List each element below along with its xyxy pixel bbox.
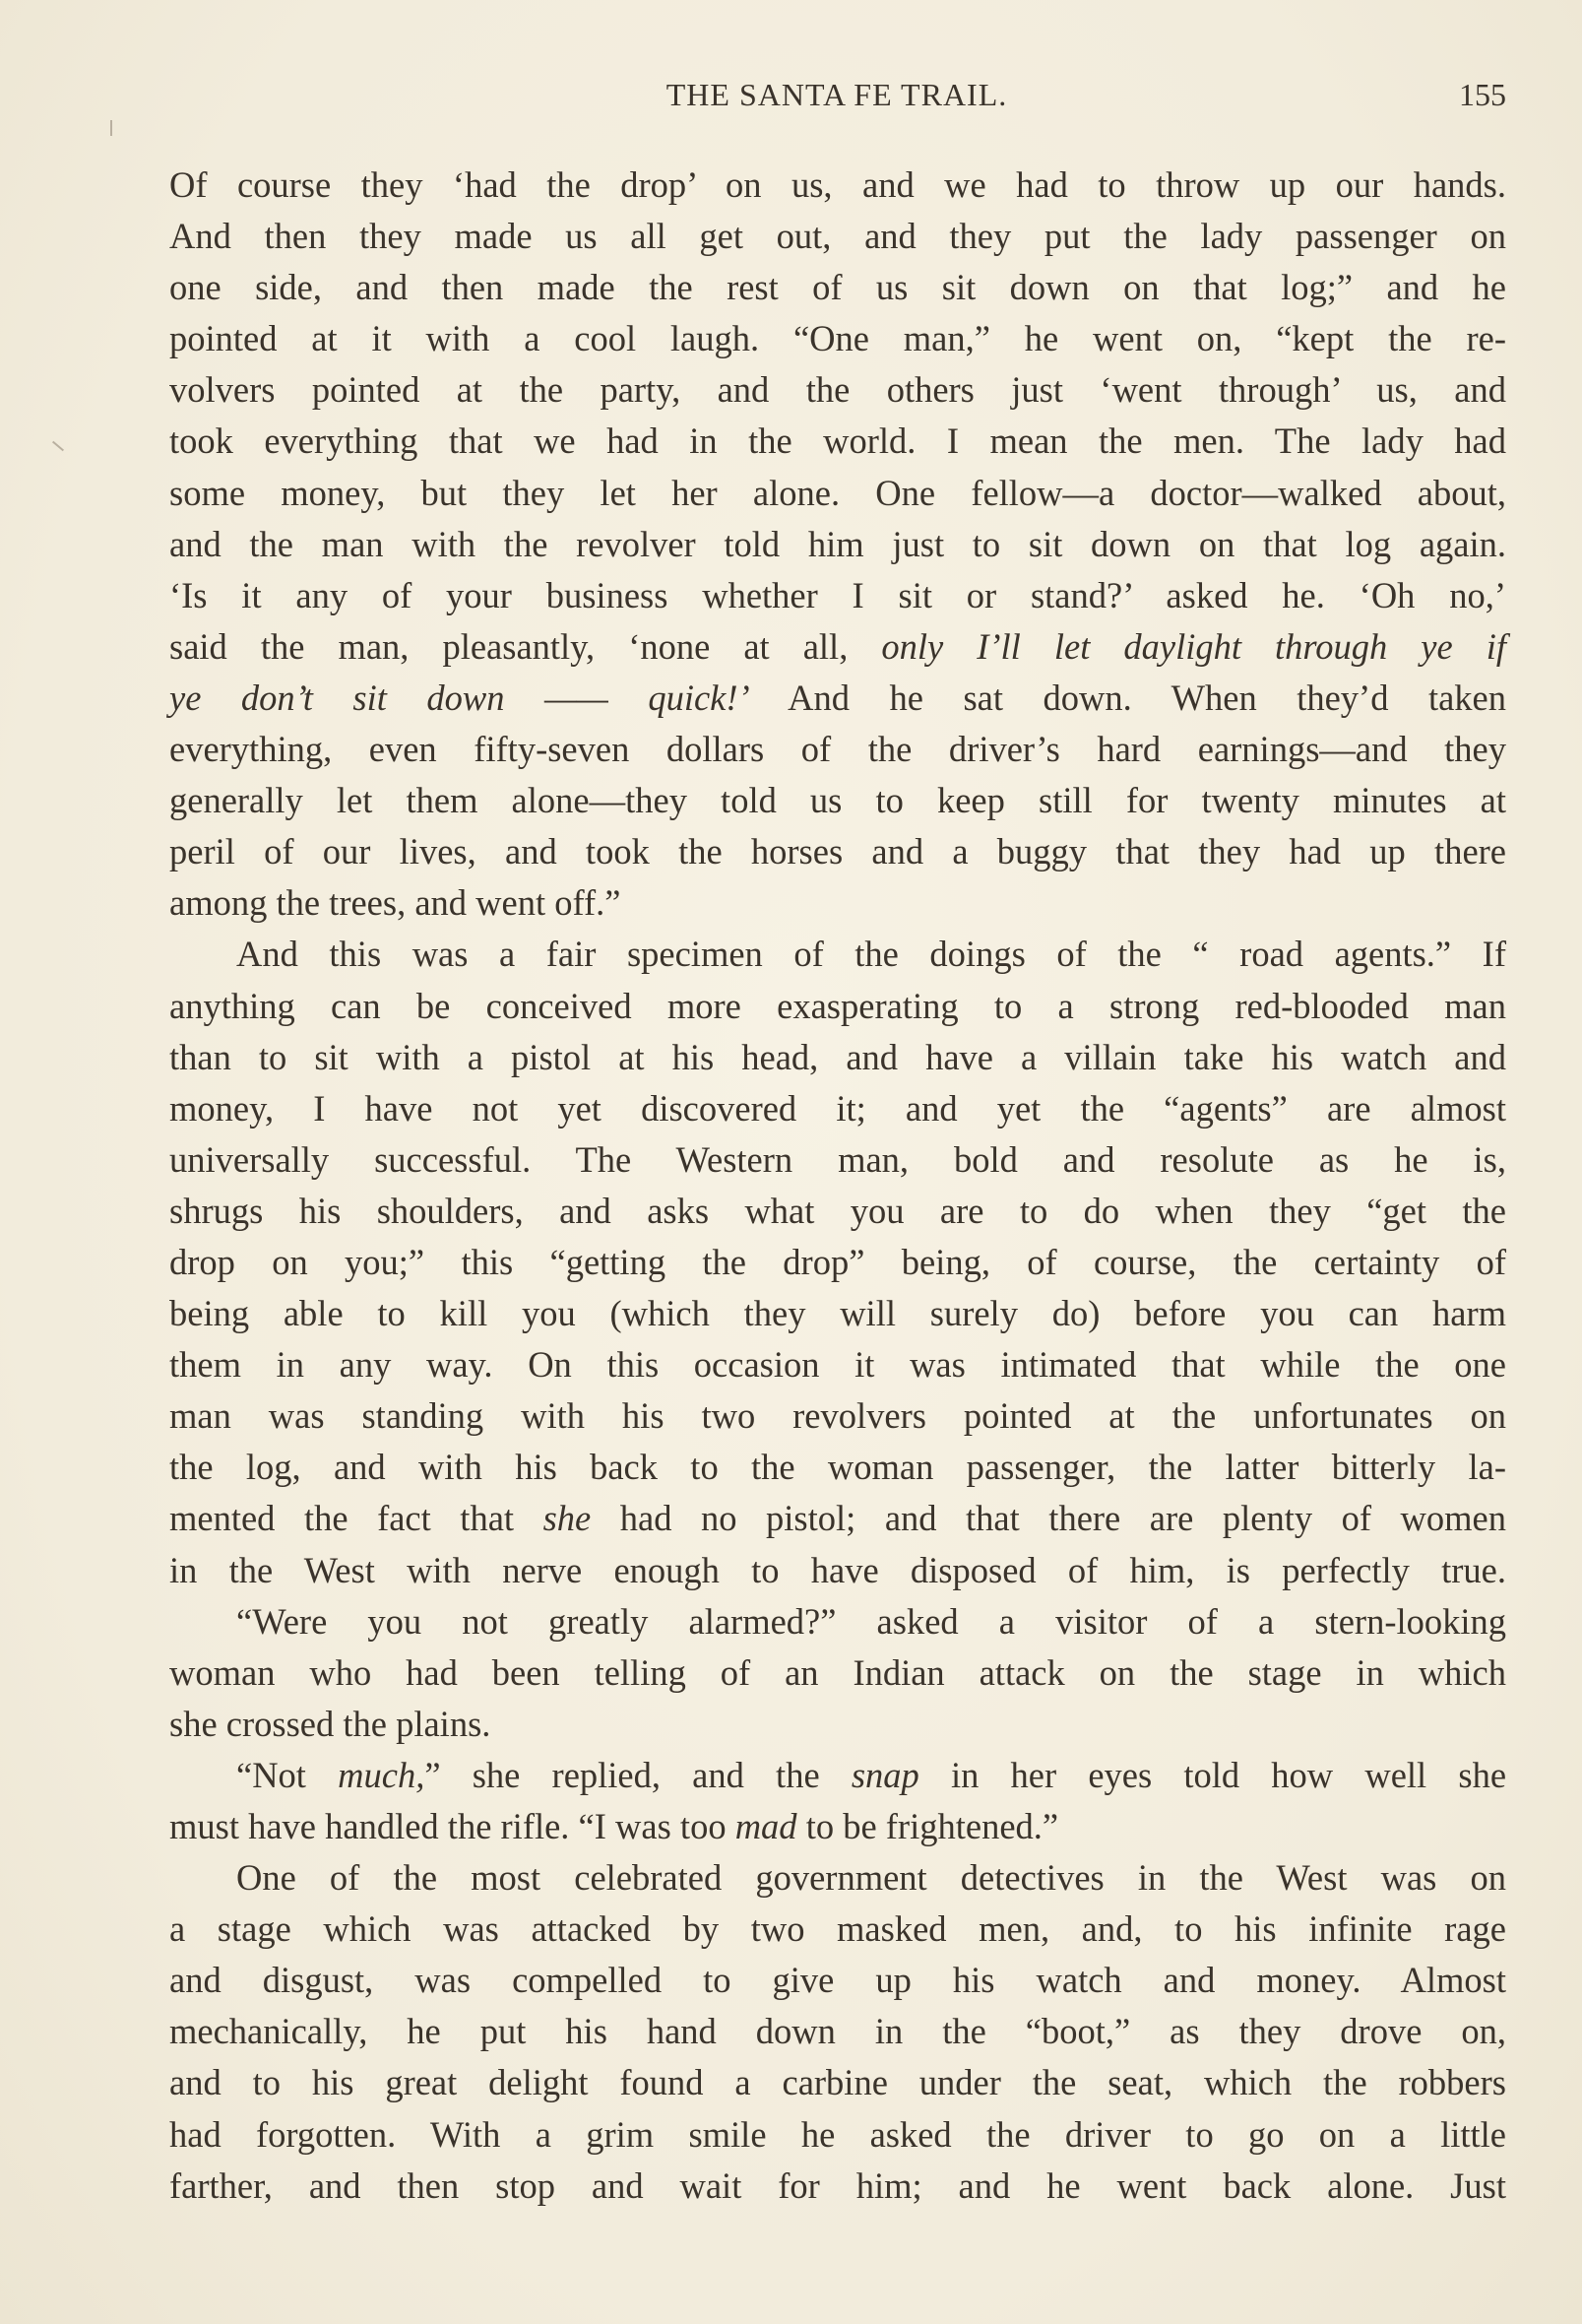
- italic-text: snap: [851, 1754, 919, 1795]
- text-line: volvers pointed at the party, and the others just ‘went through’ us, and: [169, 369, 1506, 411]
- text-line: had forgotten. With a grim smile he asked the driver to go on a little: [169, 2113, 1506, 2155]
- paragraph-first-line: And this was a fair specimen of the doings of the “ road agents.” If: [236, 934, 1506, 975]
- italic-text: only I’ll let daylight through ye if: [881, 625, 1507, 667]
- text-run: said the man, pleasantly, ‘none at all,: [169, 625, 882, 667]
- text-line: them in any way. On this occasion it was intimated that while the one: [169, 1344, 1506, 1386]
- text-line: And then they made us all get out, and they put the lady passenger on: [169, 216, 1506, 257]
- text-run: ” she replied, and the: [424, 1754, 852, 1795]
- text-line: anything can be conceived more exasperating to a strong red-blooded man: [169, 985, 1506, 1026]
- text-line: farther, and then stop and wait for him; and he went back alone. Just: [169, 2164, 1506, 2206]
- text-line: man was standing with his two revolvers pointed at the unfortunates on: [169, 1395, 1506, 1437]
- text-line: Of course they ‘had the drop’ on us, and we had to throw up our hands.: [169, 164, 1506, 205]
- paragraph-first-line: One of the most celebrated government detectives in the West was on: [236, 1857, 1506, 1899]
- italic-text: ye don’t sit down —— quick!’: [169, 677, 750, 718]
- text-run: in her eyes told how well she: [918, 1754, 1507, 1795]
- text-line: than to sit with a pistol at his head, and have a villain take his watch and: [169, 1036, 1506, 1077]
- text-line: and disgust, was compelled to give up his watch and money. Almost: [169, 1960, 1506, 2001]
- text-line: generally let them alone—they told us to keep still for twenty minutes at: [169, 780, 1506, 821]
- text-line: some money, but they let her alone. One fellow—a doctor—walked about,: [169, 472, 1506, 513]
- text-line: shrugs his shoulders, and asks what you are to do when they “get the: [169, 1190, 1506, 1231]
- text-line: and the man with the revolver told him just to sit down on that log again.: [169, 523, 1506, 564]
- text-line: among the trees, and went off.”: [169, 882, 621, 924]
- text-line: a stage which was attacked by two masked men, and, to his infinite rage: [169, 1908, 1506, 1950]
- text-line: and to his great delight found a carbine under the seat, which the robbers: [169, 2062, 1506, 2103]
- text-line: peril of our lives, and took the horses and a buggy that they had up there: [169, 831, 1506, 872]
- text-line: pointed at it with a cool laugh. “One man,” he went on, “kept the re-: [169, 318, 1506, 359]
- body-text: [169, 160, 1506, 2212]
- italic-text: she: [542, 1498, 592, 1539]
- text-line: everything, even fifty-seven dollars of the driver’s hard earnings—and they: [169, 729, 1506, 770]
- text-line: one side, and then made the rest of us sit down on that log;” and he: [169, 267, 1506, 308]
- text-run: must have handled the rifle. “I was too: [169, 1806, 735, 1846]
- text-line: in the West with nerve enough to have disposed of him, is perfectly true.: [169, 1549, 1506, 1590]
- italic-text: mad: [734, 1806, 797, 1846]
- paragraph-first-line: [169, 1750, 1506, 1801]
- text-line: [169, 621, 1506, 673]
- margin-mark-side: [52, 441, 64, 452]
- text-run: to be frightened.”: [796, 1806, 1059, 1846]
- italic-text: much,: [338, 1754, 425, 1795]
- text-line: drop on you;” this “getting the drop” being, of course, the certainty of: [169, 1241, 1506, 1282]
- text-run: mented the fact that: [169, 1498, 543, 1539]
- paragraph-first-line: “Were you not greatly alarmed?” asked a visitor of a stern-looking: [236, 1600, 1506, 1642]
- text-run: had no pistol; and that there are plenty of women: [591, 1498, 1507, 1539]
- text-line: woman who had been telling of an Indian attack on the stage in which: [169, 1651, 1506, 1693]
- text-line: took everything that we had in the world. I mean the men. The lady had: [169, 420, 1506, 462]
- text-line: [169, 673, 1506, 724]
- text-line: ‘Is it any of your business whether I sit or stand?’ asked he. ‘Oh no,’: [169, 574, 1506, 615]
- running-title: THE SANTA FE TRAIL.: [665, 77, 1008, 112]
- text-run: “Not: [236, 1754, 339, 1795]
- text-line: mechanically, he put his hand down in the “boot,” as they drove on,: [169, 2011, 1506, 2052]
- text-line: she crossed the plains.: [169, 1703, 491, 1744]
- text-line: the log, and with his back to the woman passenger, the latter bitterly la-: [169, 1447, 1506, 1488]
- text-line: [169, 1493, 1506, 1544]
- text-run: And he sat down. When they’d taken: [749, 677, 1506, 718]
- page-header: [167, 77, 1506, 124]
- text-line: [169, 1801, 1506, 1852]
- text-line: universally successful. The Western man, bold and resolute as he is,: [169, 1138, 1506, 1180]
- page-number: 155: [1459, 77, 1506, 112]
- margin-mark-top: [110, 120, 112, 136]
- text-line: being able to kill you (which they will surely do) before you can harm: [169, 1293, 1506, 1334]
- text-line: money, I have not yet discovered it; and yet the “agents” are almost: [169, 1087, 1506, 1129]
